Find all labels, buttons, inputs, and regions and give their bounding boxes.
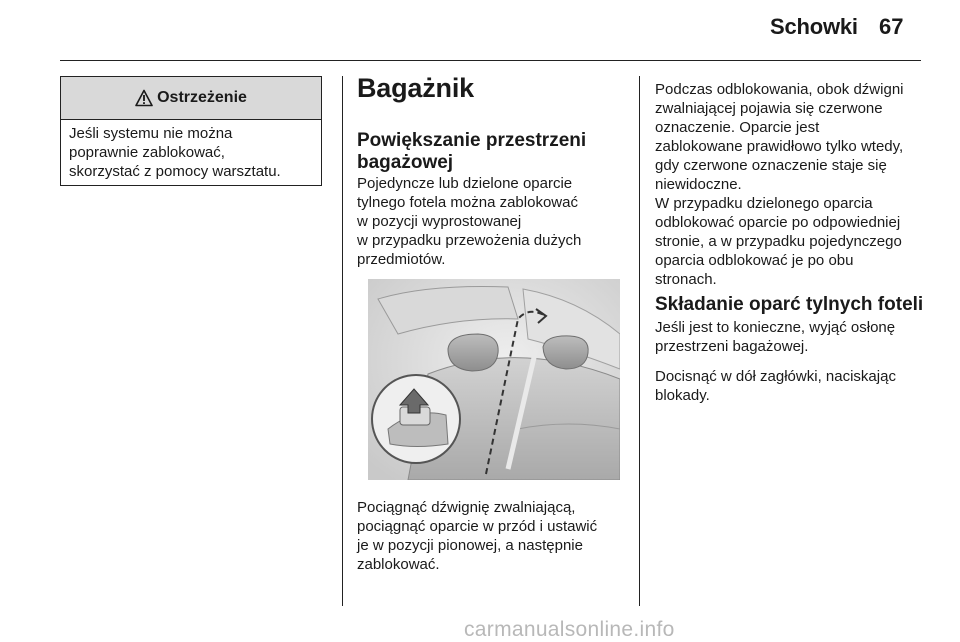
text-line: Jeśli jest to konieczne, wyjąć osłonę (655, 319, 896, 336)
text-line: Podczas odblokowania, obok dźwigni (655, 81, 904, 98)
watermark: carmanualsonline.info (464, 618, 675, 641)
warning-line: skorzystać z pomocy warsztatu. (69, 163, 281, 180)
text-line: odblokować oparcie po odpowiedniej (655, 214, 901, 231)
text-line: W przypadku dzielonego oparcia (655, 195, 873, 212)
warning-header (61, 77, 321, 120)
seat-release-illustration (368, 279, 620, 480)
subtitle-line: bagażowej (357, 152, 454, 173)
column-divider-1 (342, 76, 343, 606)
text-line: oznaczenie. Oparcie jest (655, 119, 820, 136)
text-line: zwalniającej pojawia się czerwone (655, 100, 883, 117)
text-line: w przypadku przewożenia dużych (357, 232, 582, 249)
text-line: Pojedyncze lub dzielone oparcie (357, 175, 573, 192)
page-number: 67 (879, 14, 904, 39)
text-line: przestrzeni bagażowej. (655, 338, 809, 355)
text-line: przedmiotów. (357, 251, 446, 268)
text-line: w pozycji wyprostowanej (357, 213, 522, 230)
text-line: oparcia odblokować je po obu (655, 252, 854, 269)
section-title: Bagażnik (357, 73, 474, 103)
text-line: zablokować. (357, 556, 440, 573)
headrest-paragraph (655, 367, 896, 405)
text-line: Pociągnąć dźwignię zwalniającą, (357, 499, 576, 516)
text-line: je w pozycji pionowej, a następnie (357, 537, 583, 554)
column-divider-2 (639, 76, 640, 606)
section-subtitle (357, 130, 617, 174)
text-line: gdy czerwone oznaczenie staje się (655, 157, 887, 174)
text-line: Docisnąć w dół zagłówki, naciskając (655, 368, 896, 385)
instruction-paragraph (357, 498, 597, 574)
text-line: blokady. (655, 387, 710, 404)
text-line: stronach. (655, 271, 717, 288)
text-line: pociągnąć oparcie w przód i ustawić (357, 518, 598, 535)
text-line: niewidoczne. (655, 176, 742, 193)
folding-seats-subtitle: Składanie oparć tylnych foteli (655, 294, 924, 315)
warning-triangle-icon (135, 89, 153, 107)
warning-line: Jeśli systemu nie można (69, 125, 233, 142)
intro-paragraph (357, 174, 581, 269)
warning-text (61, 120, 321, 181)
text-line: zablokowane prawidłowo tylko wtedy, (655, 138, 904, 155)
warning-box (60, 76, 322, 186)
text-line: tylnego fotela można zablokować (357, 194, 578, 211)
unlock-indicator-paragraph (655, 80, 904, 194)
text-line: stronie, a w przypadku pojedynczego (655, 233, 902, 250)
cover-removal-paragraph (655, 318, 895, 356)
warning-title: Ostrzeżenie (157, 89, 247, 106)
split-seat-paragraph (655, 194, 902, 289)
page-header-title: Schowki (770, 14, 858, 39)
subtitle-line: Powiększanie przestrzeni (357, 130, 587, 151)
warning-line: poprawnie zablokować, (69, 144, 225, 161)
header-divider (60, 60, 921, 61)
